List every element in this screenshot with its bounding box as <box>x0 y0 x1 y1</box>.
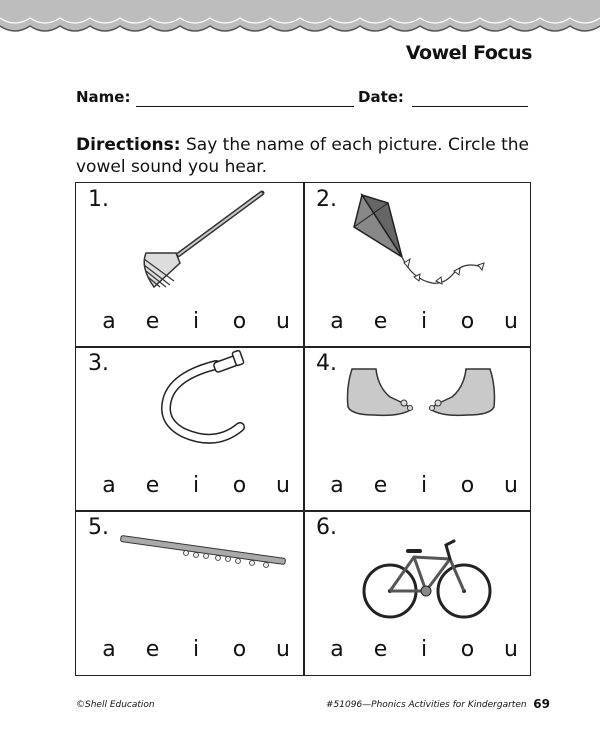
cell-5 <box>76 511 304 675</box>
page-number: 69 <box>533 697 550 711</box>
vowel-u[interactable]: u <box>504 637 518 662</box>
vowel-u[interactable]: u <box>504 309 518 334</box>
vowel-i[interactable]: i <box>192 309 200 334</box>
vowel-a[interactable]: a <box>330 637 344 662</box>
vowel-o[interactable]: o <box>460 309 475 334</box>
vowel-a[interactable]: a <box>102 309 116 334</box>
vowel-choices <box>324 309 524 334</box>
cell-1 <box>76 183 304 347</box>
vowel-choices <box>324 637 524 662</box>
item-number: 1. <box>88 187 109 212</box>
vowel-u[interactable]: u <box>276 309 290 334</box>
cell-4 <box>304 347 532 511</box>
vowel-u[interactable]: u <box>276 637 290 662</box>
item-number: 5. <box>88 515 109 540</box>
vowel-e[interactable]: e <box>145 473 160 498</box>
vowel-i[interactable]: i <box>420 473 428 498</box>
directions-label: Directions: <box>76 135 181 155</box>
footer-book-title: #51096—Phonics Activities for Kindergarten <box>326 700 527 710</box>
footer-copyright: ©Shell Education <box>76 700 155 710</box>
cell-2 <box>304 183 532 347</box>
directions <box>76 134 536 178</box>
vowel-o[interactable]: o <box>232 637 247 662</box>
vowel-i[interactable]: i <box>420 309 428 334</box>
item-number: 4. <box>316 351 337 376</box>
worksheet-grid <box>75 182 531 676</box>
item-number: 3. <box>88 351 109 376</box>
vowel-choices <box>96 473 296 498</box>
vowel-choices <box>96 309 296 334</box>
date-label: Date: <box>358 88 404 106</box>
vowel-i[interactable]: i <box>420 637 428 662</box>
vowel-o[interactable]: o <box>460 637 475 662</box>
vowel-choices <box>96 637 296 662</box>
vowel-o[interactable]: o <box>232 309 247 334</box>
vowel-a[interactable]: a <box>330 309 344 334</box>
vowel-choices <box>324 473 524 498</box>
vowel-e[interactable]: e <box>373 473 388 498</box>
vowel-e[interactable]: e <box>373 637 388 662</box>
vowel-e[interactable]: e <box>145 309 160 334</box>
name-label: Name: <box>76 88 131 106</box>
item-number: 2. <box>316 187 337 212</box>
decorative-banner <box>0 0 600 40</box>
name-date-row <box>76 88 536 112</box>
vowel-i[interactable]: i <box>192 473 200 498</box>
cell-3 <box>76 347 304 511</box>
vowel-o[interactable]: o <box>232 473 247 498</box>
item-number: 6. <box>316 515 337 540</box>
vowel-a[interactable]: a <box>330 473 344 498</box>
vowel-e[interactable]: e <box>145 637 160 662</box>
name-field[interactable] <box>136 88 354 107</box>
directions-text: Say the name of each picture. Circle the vowel sound you hear. <box>76 135 530 177</box>
vowel-a[interactable]: a <box>102 637 116 662</box>
vowel-e[interactable]: e <box>373 309 388 334</box>
cell-6 <box>304 511 532 675</box>
page-title: Vowel Focus <box>405 42 532 64</box>
vowel-o[interactable]: o <box>460 473 475 498</box>
vowel-i[interactable]: i <box>192 637 200 662</box>
vowel-u[interactable]: u <box>504 473 518 498</box>
vowel-a[interactable]: a <box>102 473 116 498</box>
vowel-u[interactable]: u <box>276 473 290 498</box>
date-field[interactable] <box>412 88 528 107</box>
